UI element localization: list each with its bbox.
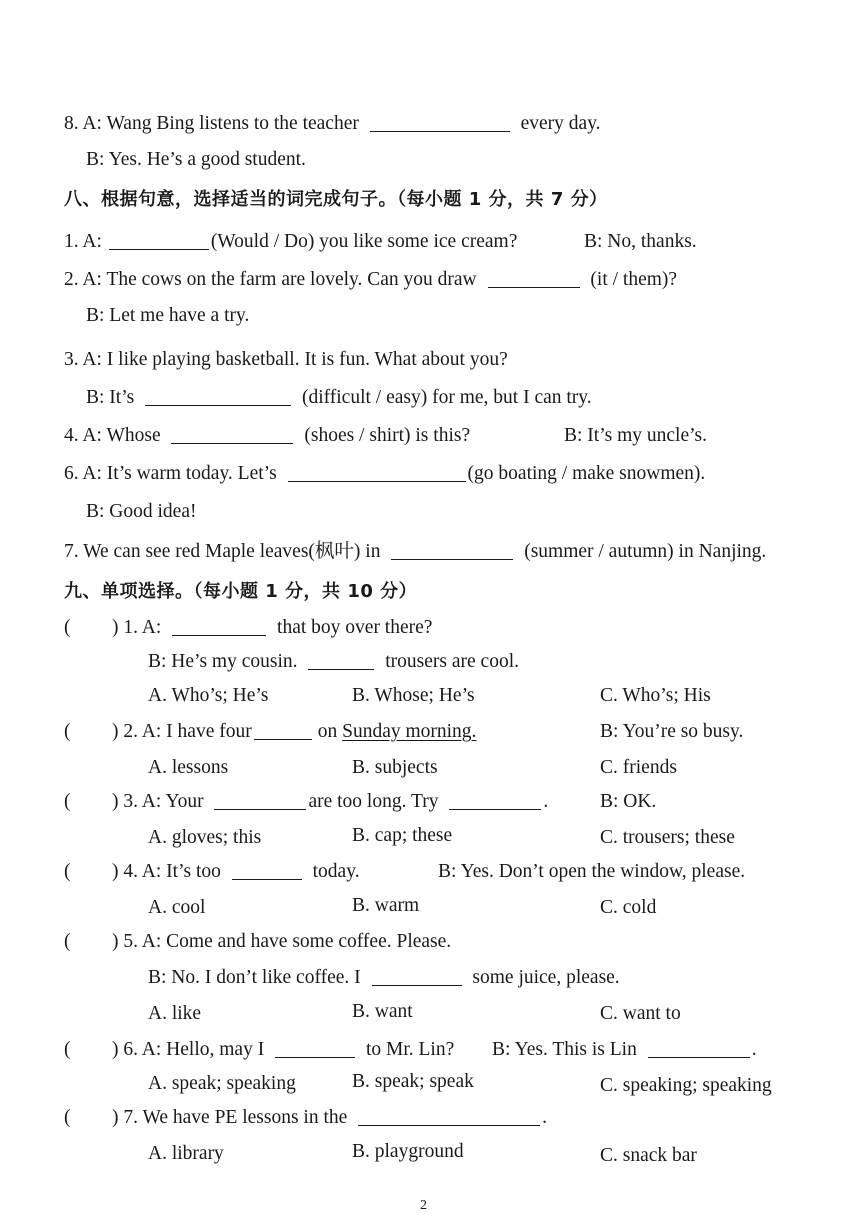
answer-blank[interactable]	[308, 651, 374, 670]
s8-item-3-b-post: (difficult / easy) for me, but I can try.	[301, 387, 592, 408]
option-a[interactable]: A. lessons	[148, 757, 229, 778]
s9-q2-b: B: You’re so busy.	[600, 721, 744, 742]
answer-paren[interactable]: (	[64, 1107, 71, 1128]
s8-item-2	[64, 268, 677, 292]
answer-blank[interactable]	[171, 425, 293, 444]
s8-item-6	[64, 462, 705, 486]
s9-q3-a-mid: are too long. Try	[308, 791, 439, 812]
s9-q5-b-pre: B: No. I don’t like coffee. I	[148, 967, 361, 988]
s9-q3-a-post: .	[543, 791, 549, 812]
option-a[interactable]: A. gloves; this	[148, 827, 262, 848]
option-c[interactable]: C. cold	[600, 897, 657, 918]
answer-blank[interactable]	[145, 387, 291, 406]
option-b[interactable]: B. want	[352, 1001, 413, 1022]
q8-line-b: B: Yes. He’s a good student.	[86, 149, 306, 170]
s9-q5-b	[148, 966, 620, 990]
option-b[interactable]: B. speak; speak	[352, 1071, 474, 1092]
option-c[interactable]: C. want to	[600, 1003, 681, 1024]
q8-line-a	[64, 112, 601, 136]
s9-q6-b-post: .	[751, 1039, 757, 1060]
option-b[interactable]: B. warm	[352, 895, 420, 916]
option-b[interactable]: B. Whose; He’s	[352, 685, 475, 706]
s8-item-1	[64, 230, 517, 254]
answer-paren[interactable]: (	[64, 791, 71, 812]
s8-item-1-pre: 1. A:	[64, 231, 102, 252]
answer-paren[interactable]: (	[64, 721, 71, 742]
s9-q6-a-pre: ) 6. A: Hello, may I	[112, 1039, 265, 1060]
answer-paren[interactable]: (	[64, 931, 71, 952]
s9-q7-a	[112, 1106, 547, 1130]
s8-item-6-b: B: Good idea!	[86, 501, 197, 522]
s9-q1-b-pre: B: He’s my cousin.	[148, 651, 298, 672]
option-c[interactable]: C. Who’s; His	[600, 685, 711, 706]
s9-q7-a-pre: ) 7. We have PE lessons in the	[112, 1107, 348, 1128]
option-c[interactable]: C. speaking; speaking	[600, 1075, 772, 1096]
s9-q2-a	[112, 720, 476, 744]
s8-item-3-b-pre: B: It’s	[86, 387, 135, 408]
answer-blank[interactable]	[488, 269, 580, 288]
answer-blank[interactable]	[288, 463, 466, 482]
s8-item-1-post: (Would / Do) you like some ice cream?	[210, 231, 518, 252]
s8-item-2-b: B: Let me have a try.	[86, 305, 250, 326]
s8-item-7-pre: 7. We can see red Maple leaves(枫叶) in	[64, 541, 381, 562]
s9-q3-a-pre: ) 3. A: Your	[112, 791, 204, 812]
underlined-phrase: Sunday morning.	[342, 721, 477, 742]
s8-item-7	[64, 540, 766, 564]
s8-item-1-b: B: No, thanks.	[584, 231, 697, 252]
s8-item-6-post: (go boating / make snowmen).	[467, 463, 706, 484]
option-a[interactable]: A. like	[148, 1003, 202, 1024]
option-c[interactable]: C. snack bar	[600, 1145, 697, 1166]
s8-item-4	[64, 424, 470, 448]
answer-paren[interactable]: (	[64, 1039, 71, 1060]
option-b[interactable]: B. subjects	[352, 757, 438, 778]
s8-item-4-post: (shoes / shirt) is this?	[304, 425, 471, 446]
answer-paren[interactable]: (	[64, 617, 71, 638]
option-b[interactable]: B. cap; these	[352, 825, 453, 846]
s9-q4-a-pre: ) 4. A: It’s too	[112, 861, 221, 882]
s9-q2-a-pre: ) 2. A: I have four	[112, 721, 252, 742]
answer-blank[interactable]	[648, 1039, 750, 1058]
s9-q4-b: B: Yes. Don’t open the window, please.	[438, 861, 746, 882]
s9-q6-b-pre: B: Yes. This is Lin	[492, 1039, 637, 1060]
s8-item-3: 3. A: I like playing basketball. It is fun. What about you?	[64, 349, 508, 370]
answer-blank[interactable]	[358, 1107, 540, 1126]
answer-blank[interactable]	[449, 791, 541, 810]
option-a[interactable]: A. library	[148, 1143, 224, 1164]
s9-q3-b: B: OK.	[600, 791, 657, 812]
s9-q7-a-post: .	[542, 1107, 548, 1128]
option-a[interactable]: A. speak; speaking	[148, 1073, 296, 1094]
answer-blank[interactable]	[370, 113, 510, 132]
s9-q3-a	[112, 790, 548, 814]
s8-item-2-pre: 2. A: The cows on the farm are lovely. Can you draw	[64, 269, 477, 290]
q8-a-post: every day.	[520, 113, 601, 134]
s8-item-4-b: B: It’s my uncle’s.	[564, 425, 707, 446]
answer-blank[interactable]	[109, 231, 209, 250]
answer-blank[interactable]	[172, 617, 266, 636]
s8-item-6-pre: 6. A: It’s warm today. Let’s	[64, 463, 277, 484]
s9-q1-a-post: that boy over there?	[277, 617, 433, 638]
s9-q2-a-mid: on	[317, 721, 338, 742]
q8-a-text: 8. A: Wang Bing listens to the teacher	[64, 113, 359, 134]
s9-q1-b	[148, 650, 519, 674]
answer-blank[interactable]	[391, 541, 513, 560]
s9-q5-a: ) 5. A: Come and have some coffee. Please.	[112, 931, 452, 952]
section8-heading: 八、根据句意，选择适当的词完成句子。（每小题 1 分，共 7 分）	[64, 189, 608, 210]
s9-q1-a-pre: ) 1. A:	[112, 617, 162, 638]
s9-q4-a-post: today.	[312, 861, 360, 882]
answer-paren[interactable]: (	[64, 861, 71, 882]
s9-q5-b-post: some juice, please.	[472, 967, 620, 988]
option-a[interactable]: A. Who’s; He’s	[148, 685, 269, 706]
s8-item-4-pre: 4. A: Whose	[64, 425, 161, 446]
answer-blank[interactable]	[372, 967, 462, 986]
s8-item-3-b	[86, 386, 592, 410]
s9-q6-b	[492, 1038, 757, 1062]
s9-q1-b-post: trousers are cool.	[385, 651, 519, 672]
s8-item-2-post: (it / them)?	[590, 269, 678, 290]
s9-q1-a	[112, 616, 432, 640]
page-number: 2	[420, 1198, 427, 1213]
answer-blank[interactable]	[214, 791, 306, 810]
s9-q4-a	[112, 860, 360, 884]
s9-q6-a-post: to Mr. Lin?	[365, 1039, 455, 1060]
option-c[interactable]: C. friends	[600, 757, 677, 778]
s8-item-7-post: (summer / autumn) in Nanjing.	[524, 541, 767, 562]
answer-blank[interactable]	[275, 1039, 355, 1058]
option-b[interactable]: B. playground	[352, 1141, 464, 1162]
option-c[interactable]: C. trousers; these	[600, 827, 735, 848]
answer-blank[interactable]	[254, 721, 312, 740]
section9-heading: 九、单项选择。（每小题 1 分，共 10 分）	[64, 581, 418, 602]
s9-q6-a	[112, 1038, 454, 1062]
option-a[interactable]: A. cool	[148, 897, 206, 918]
answer-blank[interactable]	[232, 861, 302, 880]
